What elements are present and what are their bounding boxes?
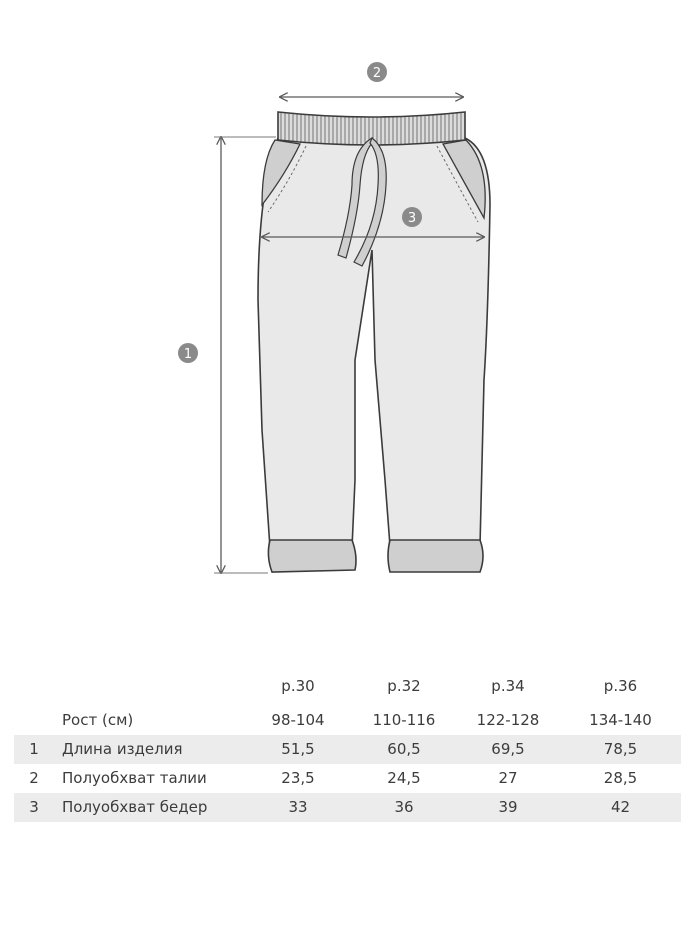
row-number: 3 bbox=[14, 793, 54, 822]
svg-text:2: 2 bbox=[372, 66, 382, 81]
table-cell: 98-104 bbox=[271, 711, 325, 729]
table-cell: 36 bbox=[352, 793, 456, 822]
table-cell: 24,5 bbox=[387, 769, 421, 787]
pants-illustration bbox=[258, 112, 490, 572]
table-cell: 78,5 bbox=[560, 735, 681, 764]
table-row bbox=[14, 764, 681, 793]
size-header: р.34 bbox=[491, 677, 525, 695]
table-cell: 134-140 bbox=[589, 711, 652, 729]
marker-hips bbox=[402, 207, 422, 227]
table-cell: 33 bbox=[244, 793, 352, 822]
svg-text:1: 1 bbox=[183, 347, 193, 362]
size-header-row bbox=[14, 672, 681, 701]
row-label: Полуобхват бедер bbox=[54, 793, 244, 822]
table-row bbox=[14, 735, 681, 764]
table-cell: 69,5 bbox=[456, 735, 560, 764]
size-header: р.30 bbox=[281, 677, 315, 695]
right-cuff bbox=[388, 540, 483, 572]
row-label: Длина изделия bbox=[54, 735, 244, 764]
table-cell: 122-128 bbox=[476, 711, 540, 729]
table-cell: 39 bbox=[456, 793, 560, 822]
table-cell: 110-116 bbox=[372, 711, 436, 729]
table-cell: 60,5 bbox=[352, 735, 456, 764]
row-number: 2 bbox=[29, 769, 39, 787]
height-row bbox=[14, 706, 681, 735]
row-label: Рост (см) bbox=[62, 711, 134, 729]
table-cell: 27 bbox=[498, 769, 518, 787]
svg-text:3: 3 bbox=[407, 211, 417, 226]
marker-waist bbox=[367, 62, 387, 82]
table-row bbox=[14, 793, 681, 822]
table-cell: 23,5 bbox=[281, 769, 315, 787]
table-cell: 42 bbox=[560, 793, 681, 822]
table-cell: 28,5 bbox=[603, 769, 638, 787]
pants-body bbox=[258, 138, 490, 548]
size-header: р.32 bbox=[387, 677, 421, 695]
table-cell: 51,5 bbox=[244, 735, 352, 764]
size-header: р.36 bbox=[603, 677, 638, 695]
row-number: 1 bbox=[14, 735, 54, 764]
row-label: Полуобхват талии bbox=[62, 769, 207, 787]
marker-length bbox=[178, 343, 198, 363]
left-cuff bbox=[268, 540, 356, 572]
